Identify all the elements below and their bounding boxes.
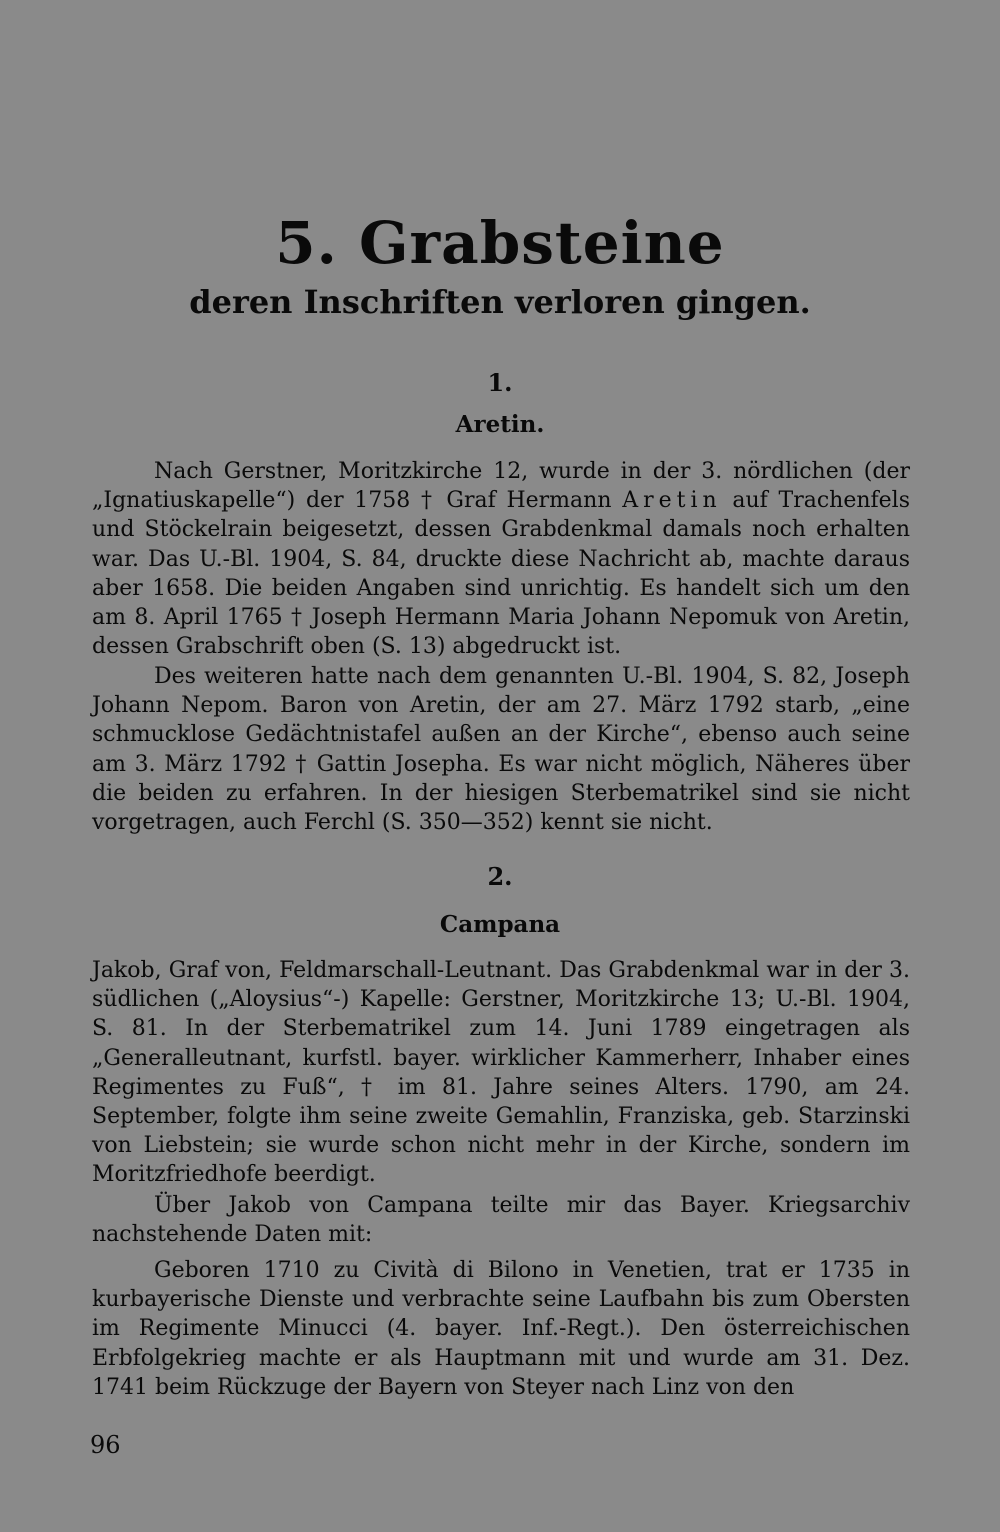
paragraph-text: Nach Gerstner, Moritzkirche 12, wurde in der 3. nördlichen (der „Ignatiuskapelle“) der 1758 † Graf Hermann [92,459,910,514]
chapter-title: 5. Grabsteine [275,209,725,277]
emphasized-name: Aretin [622,488,722,514]
section-number: 2. [487,862,513,891]
paragraph: Des weiteren hatte nach dem genannten U.-Bl. 1904, S. 82, Joseph Johann Nepom. Baron von Aretin, der am 27. März 1792 starb, „eine schmucklose Gedächtnistafel außen an der Kirche“, ebenso auch seine am 3. März 1792 † Gattin Josepha. Es war nicht möglich, Näheres über die beiden zu erfahren. In der hiesigen Sterbematrikel sind sie nicht vorgetragen, auch Ferchl (S. 350—352) kennt sie nicht. [92,664,910,836]
paragraph: Jakob, Graf von, Feldmarschall-Leutnant. Das Grabdenkmal war in der 3. südlichen („Aloysius“-) Kapelle: Gerstner, Moritzkirche 13; U.-Bl. 1904, S. 81. In der Sterbematrikel zum 14. Juni 1789 eingetragen als „Generalleutnant, kurfstl. bayer. wirklicher Kammerherr, Inhaber eines Regimentes zu Fuß“, † im 81. Jahre seines Alters. 1790, am 24. September, folgte ihm seine zweite Gemahlin, Franziska, geb. Starzinski von Liebstein; sie wurde schon nicht mehr in der Kirche, sondern im Moritzfriedhofe beerdigt. [92,958,910,1188]
chapter-subtitle: deren Inschriften verloren gingen. [189,283,811,321]
section-heading: Aretin. [455,411,545,438]
section-heading: Campana [439,911,561,938]
paragraph-text: auf Trachenfels und Stöckelrain beigesetzt, dessen Grabdenkmal damals noch erhalten war. Das U.-Bl. 1904, S. 84, druckte diese Nachricht ab, machte daraus aber 1658. Die beiden Angaben sind unrichtig. Es handelt sich um den am 8. April 1765 † Joseph Hermann Maria Johann Nepomuk von Aretin, dessen Grabschrift oben (S. 13) abgedruckt ist. [92,488,910,660]
paragraph: Über Jakob von Campana teilte mir das Bayer. Kriegsarchiv nachstehende Daten mit: [92,1193,910,1248]
paragraph [92,457,910,661]
paragraph: Geboren 1710 zu Cività di Bilono in Venetien, trat er 1735 in kurbayerische Dienste und verbrachte seine Laufbahn bis zum Obersten im Regimente Minucci (4. bayer. Inf.-Regt.). Den österreichischen Erbfolgekrieg machte er als Hauptmann mit und wurde am 31. Dez. 1741 beim Rückzuge der Bayern von Steyer nach Linz von den [92,1258,910,1400]
section-number: 1. [487,368,513,397]
page-number: 96 [90,1431,121,1459]
